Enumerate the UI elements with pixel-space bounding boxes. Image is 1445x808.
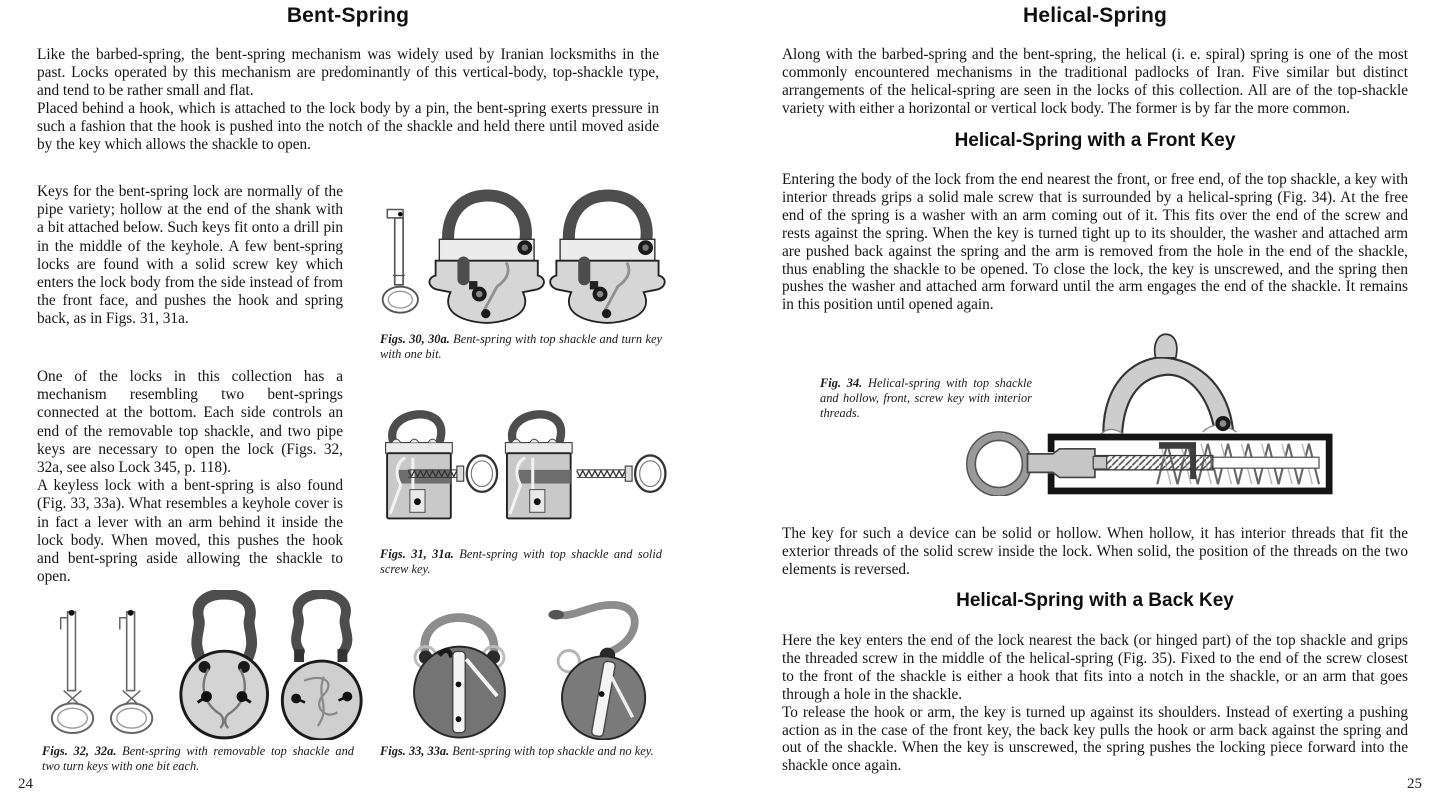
key-types-block [782, 525, 1408, 579]
turn-key-icon [383, 210, 418, 313]
page-number-left: 24 [18, 776, 33, 792]
paragraph-intro-1: Like the barbed-spring, the bent-spring mechanism was widely used by Iranian locksmiths in the past. Locks operated by this mechanism are predominantly of this vertical-body, top-shackle type, and tend to be rather small and flat. [37, 46, 659, 99]
padlock-fig33a [548, 605, 645, 740]
bent-spring-keys-block [37, 183, 343, 329]
paragraph-helical-intro: Along with the barbed-spring and the bent-spring, the helical (i. e. spiral) spring is one of the most commonly encountered mechanisms in the traditional padlocks of Iran. Five similar but distinct arrangements of the helical-spring are seen in the locks of this collection. All are of the top-shackle variety with either a horizontal or vertical lock body. The former is by far the more common. [782, 46, 1408, 117]
caption-fig-31-label: Figs. 31, 31a. [380, 547, 454, 561]
fig-31-31a-illustration [378, 378, 670, 542]
padlock-fig33 [414, 618, 505, 738]
screw-core [1211, 457, 1319, 468]
caption-fig-33-text: Bent-spring with top shackle and no key. [449, 744, 654, 758]
padlock-fig32 [181, 594, 268, 738]
padlock-fig31a [505, 414, 572, 518]
keyless-padlocks-image [385, 590, 680, 740]
caption-fig-32 [42, 744, 354, 774]
bent-spring-intro [37, 46, 659, 153]
page-number-right: 25 [1407, 776, 1422, 792]
paragraph-back-key-1: Here the key enters the end of the lock nearest the back (or hinged part) of the top shackle and grips the threaded screw in the middle of the helical-spring (Fig. 35). Fixed to the end of the screw closest to the front of the shackle is either a hook that fits into a notch in the shackle, or an arm that goes through a hole in the shackle. [782, 632, 1408, 703]
page-title-helical-spring: Helical-Spring [1023, 4, 1167, 27]
paragraph-intro-2: Placed behind a hook, which is attached to the lock body by a pin, the bent-spring exerts pressure in such a fashion that the hook is pushed into the notch of the shackle and held there until moved aside by the key which allows the shackle to open. [37, 99, 659, 153]
fig-32-32a-illustration [40, 590, 370, 740]
page-title-bent-spring: Bent-Spring [286, 4, 410, 27]
caption-fig-33-label: Figs. 33, 33a. [380, 744, 450, 758]
padlocks-with-two-keys-image [40, 590, 370, 740]
caption-fig-32-text: Bent-spring with removable top shackle and two turn keys with one bit each. [42, 744, 354, 774]
padlock-fig32a [282, 594, 361, 740]
caption-fig-31 [380, 547, 662, 577]
heading-back-key: Helical-Spring with a Back Key [956, 590, 1234, 611]
paragraph-keyless: A keyless lock with a bent-spring is also found (Fig. 33, 33a). What resembles a keyhole cover is in fact a lever with an arm behind it inside the lock body. When moved, this pushes the hook and bent-spring aside allowing the shackle to open. [37, 477, 343, 586]
caption-fig-32-label: Figs. 32, 32a. [42, 744, 117, 758]
top-shackle [1098, 334, 1236, 437]
fig-34-illustration [950, 330, 1346, 496]
caption-fig-33 [380, 744, 662, 759]
padlock-fig30 [429, 196, 544, 323]
bent-spring-variants-block [37, 368, 343, 586]
padlocks-with-screw-key-image [378, 378, 670, 542]
padlock-fig30a [550, 196, 665, 323]
paragraph-two-springs: One of the locks in this collection has a mechanism resembling two bent-springs connected at the bottom. Each side controls an end of the removable top shackle, and two pipe keys are necessary to open the lock (Figs. 32, 32a, see also Lock 345, p. 118). [37, 368, 343, 477]
paragraph-key-types: The key for such a device can be solid or hollow. When hollow, it has interior threads that fit the exterior threads of the solid screw inside the lock. When solid, the position of the threads on the two elements is reversed. [782, 525, 1408, 578]
caption-fig-30-label: Figs. 30, 30a. [380, 332, 450, 346]
caption-fig-34-label: Fig. 34. [820, 376, 863, 390]
padlocks-with-turn-key-image [378, 183, 666, 329]
paragraph-front-key: Entering the body of the lock from the end nearest the front, or free end, of the top shackle, a key with interior threads grips a solid male screw that is surrounded by a helical-spring (Fig. 34). At the free end of the spring is a washer with an arm coming out of it. This fits over the end of the screw and rests against the spring. When the key is turned tight up to its shoulder, the washer and attached arm are pushed back against the spring and the arm is removed from the hole in the end of the shackle, thus enabling the shackle to be opened. To close the lock, the key is unscrewed, and the spring then pushes the washer and attached arm forward until the arm engages the end of the shackle. It remains in this position until opened again. [782, 171, 1408, 314]
front-key-block [782, 171, 1408, 314]
caption-fig-34-text: Helical-spring with top shackle and hollow, front, screw key with interior threads. [820, 376, 1032, 421]
back-key-block [782, 632, 1408, 775]
fig-30-30a-illustration [378, 183, 666, 329]
padlock-fig31 [386, 414, 453, 518]
caption-fig-30 [380, 332, 662, 362]
helical-spring-intro [782, 46, 1408, 118]
left-page [0, 0, 722, 808]
right-page [722, 0, 1445, 808]
pipe-key-1 [52, 610, 93, 733]
paragraph-keys: Keys for the bent-spring lock are normally of the pipe variety; hollow at the end of the shank with a bit attached below. Such keys fit onto a drill pin in the middle of the keyhole. A few bent-spring locks are found with a solid screw key which enters the lock body from the side instead of from the front face, and pushes the hook and spring back, as in Figs. 31, 31a. [37, 183, 343, 328]
pipe-key-2 [111, 610, 152, 733]
caption-fig-30-text: Bent-spring with top shackle and turn key with one bit. [380, 332, 662, 362]
paragraph-back-key-2: To release the hook or arm, the key is turned up against its shoulders. Instead of exerting a pushing action as in the case of the front key, the back key pulls the hook or arm back against the spring and out of the shackle. When the key is unscrewed, the spring pushes the locking piece forward into the shackle once again. [782, 703, 1408, 775]
caption-fig-31-text: Bent-spring with top shackle and solid screw key. [380, 547, 662, 577]
screw-key-fig31a [577, 455, 666, 491]
heading-front-key: Helical-Spring with a Front Key [954, 130, 1236, 151]
helical-spring-cross-section-image [950, 330, 1346, 496]
fig-33-33a-illustration [385, 590, 680, 740]
